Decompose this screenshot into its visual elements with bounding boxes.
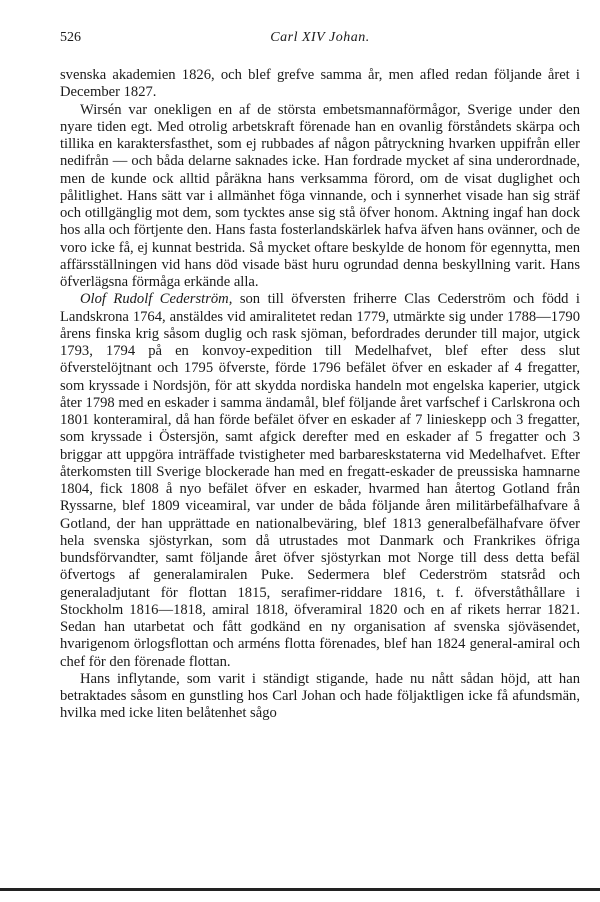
paragraph-akademien: svenska akademien 1826, och blef grefve samma år, men afled redan följande året i December 1827. bbox=[60, 67, 580, 101]
person-name-cederstrom: Olof Rudolf Cederström, bbox=[80, 291, 233, 308]
page-number: 526 bbox=[60, 30, 81, 45]
bottom-rule bbox=[0, 888, 600, 891]
page-header bbox=[60, 30, 580, 50]
paragraph-inflytande: Hans inflytande, som varit i ständigt stigande, hade nu nått sådan höjd, att han betraktades såsom en gunstling hos Carl Johan och hade följaktligen icke få afundsmän, hvilka med icke liten belåtenhet sågo bbox=[60, 670, 580, 722]
body-text bbox=[60, 67, 580, 723]
running-head: Carl XIV Johan. bbox=[270, 30, 370, 45]
paragraph-cederstrom-text: son till öfversten friherre Clas Cederström och född i Landskrona 1764, anstäldes vid amiralitetet redan 1779, utmärkte sig under 1788—1790 årens finska krig såsom duglig och rask sjöman, befordrades derunder till major, utgick 1793, 1794 på en konvoy-expedition till Medelhafvet, blef efter dess slut öfverstelöjtnant och 1795 öfverste, förde 1796 befälet öfver en eskader af 4 fregatter, som kryssade i Nordsjön, för att skydda nordiska handeln mot engelska kaperier, utgick åter 1798 med en eskader i samma ändamål, blef följande året varfschef i Carlskrona och 1801 konteramiral, då han förde befälet öfver en eskader af 7 linieskepp och 3 fregatter, som kryssade i Östersjön, samt afgick derefter med en eskader af 5 fregatter och 3 briggar att uppgöra inträffade tvistigheter med barbareskstaterna vid Medelhafvet. Efter återkomsten till Sverige blockerade han med en fregatt-eskader de preussiska hamnarne 1804, fick 1808 å nyo befälet öfver en eskader, hvarmed han återtog Gotland från Ryssarne, blef 1809 viceamiral, var under de båda följande åren militärbefälhafvare å Gotland, der han upprättade en nationalbeväring, blef 1813 generalbefälhafvare öfver hela svenska sjöstyrkan, som då utrustades mot Danmark och Frankrikes öfriga bundsförvandter, samt följande året öfver sjöstyrkan mot Norge till dess detta befäl öfvertogs af generalamiralen Puke. Sedermera blef Cederström statsråd och generaladjutant för flottan 1815, serafimer-riddare 1816, t. f. öfverståthållare i Stockholm 1816—1818, amiral 1818, öfveramiral 1820 och en af rikets herrar 1821. Sedan han utarbetat och fått godkänd en ny organisation af svenska sjöväsendet, hvarigenom örlogsflottan och arméns flotta förenades, blef han 1824 general-amiral och chef för den förenade flottan. bbox=[60, 291, 580, 670]
paragraph-wirsen: Wirsén var onekligen en af de största embetsmannaförmågor, Sverige under den nyare tiden egt. Med otrolig arbetskraft förenade han en ovanlig förståndets skärpa och tillika en karaktersfasthet, som ej rubbades af någon påtryckning hvarken uppifrån eller nedifrån — och båda delarne saknades icke. Han fordrade mycket af sina underordnade, men de kunde ock alltid påräkna hans verksamma förord, om de visat duglighet och pålitlighet. Hans sätt var i allmänhet föga vinnande, och i synnerhet visade han sig sträf och otillgänglig mot dem, som tycktes anse sig stå öfver honom. Aktning ingaf han dock hos alla och förtjente den. Hans fasta fosterlandskärlek hafva äfven hans ovänner, och de voro icke få, ej kunnat bestrida. Så mycket oftare beskylde de honom för egennytta, men affärsställningen vid hans död visade bäst huru ogrundad denna beskyllning varit. Hans öfverlägsna förmåga erkände alla. bbox=[60, 101, 580, 290]
paragraph-cederstrom bbox=[60, 291, 580, 671]
